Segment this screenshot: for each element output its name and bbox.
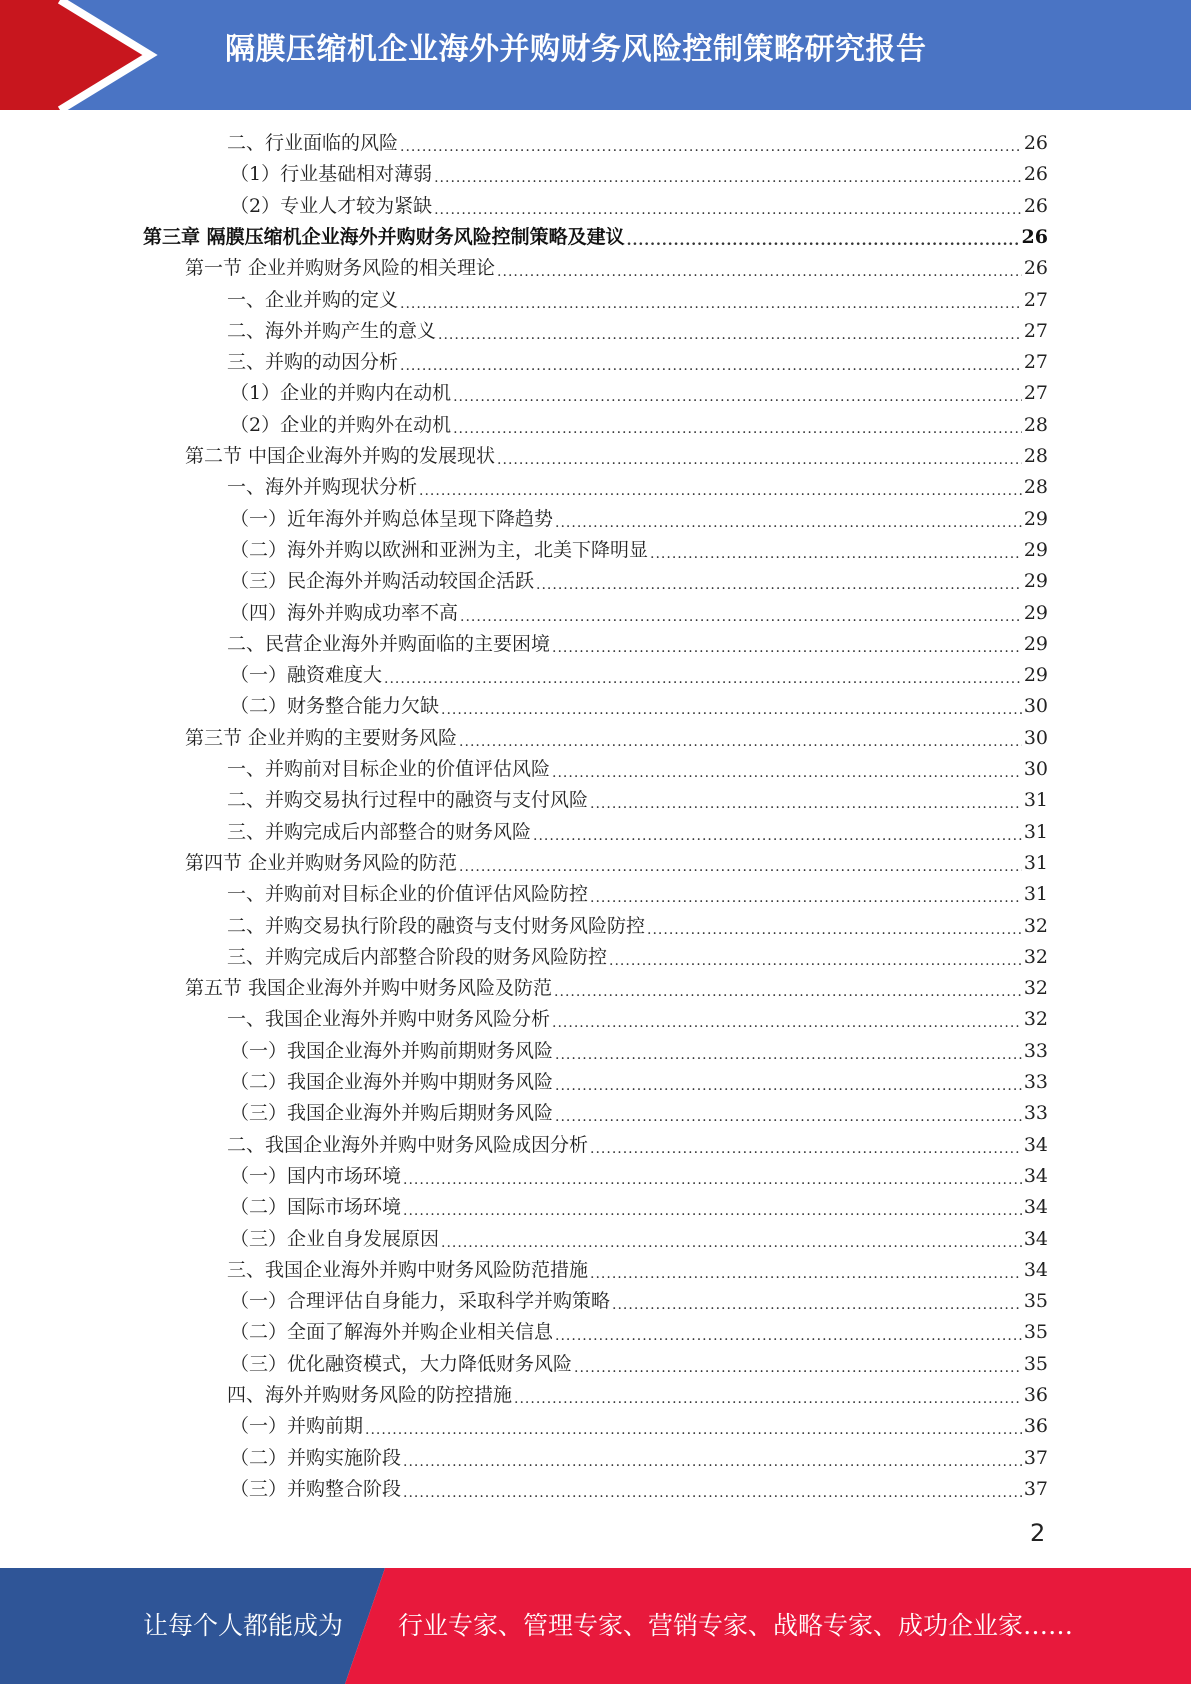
toc-leader-dots [555, 511, 1022, 535]
toc-leader-dots [438, 323, 1022, 347]
toc-leader-dots [400, 292, 1022, 316]
toc-entry-page: 29 [1023, 602, 1048, 624]
toc-entry-label: （三）优化融资模式，大力降低财务风险 [230, 1353, 573, 1375]
toc-entry-page: 26 [1023, 163, 1048, 185]
toc-entry-label: 三、我国企业海外并购中财务风险防范措施 [227, 1259, 589, 1281]
toc-entry-label: （四）海外并购成功率不高 [230, 602, 459, 624]
toc-entry-label: （二）全面了解海外并购企业相关信息 [230, 1321, 554, 1343]
toc-leader-dots [552, 636, 1022, 660]
toc-section-entry[interactable] [185, 723, 1048, 754]
toc-entry-page: 33 [1023, 1102, 1048, 1124]
toc-leader-dots [555, 1043, 1022, 1067]
toc-leader-dots [434, 198, 1022, 222]
toc-entry-label: 二、并购交易执行阶段的融资与支付财务风险防控 [227, 915, 646, 937]
toc-entry-page: 33 [1023, 1071, 1048, 1093]
toc-entry-label: 三、并购的动因分析 [227, 351, 399, 373]
page-number: 2 [1030, 1519, 1046, 1547]
toc-leader-dots [441, 698, 1022, 722]
toc-entry-label: 一、海外并购现状分析 [227, 476, 418, 498]
toc-entry-page: 27 [1023, 382, 1048, 404]
toc-section-entry[interactable] [185, 848, 1048, 879]
toc-entry[interactable] [227, 879, 1048, 910]
toc-entry-label: （一）我国企业海外并购前期财务风险 [230, 1040, 554, 1062]
toc-entry-label: （一）国内市场环境 [230, 1165, 402, 1187]
toc-leader-dots [650, 542, 1022, 566]
toc-entry[interactable] [230, 1474, 1048, 1505]
toc-entry-page: 31 [1023, 852, 1048, 874]
toc-entry-label: 二、海外并购产生的意义 [227, 320, 437, 342]
toc-entry[interactable] [230, 1224, 1048, 1255]
toc-entry-label: （二）我国企业海外并购中期财务风险 [230, 1071, 554, 1093]
toc-entry-page: 35 [1023, 1353, 1048, 1375]
toc-entry-page: 26 [1023, 257, 1048, 279]
toc-entry-page: 32 [1023, 946, 1048, 968]
toc-leader-dots [403, 1168, 1022, 1192]
toc-entry[interactable] [227, 347, 1048, 378]
toc-entry-label: （二）并购实施阶段 [230, 1447, 402, 1469]
toc-entry-label: （一）融资难度大 [230, 664, 383, 686]
toc-entry-label: （1）行业基础相对薄弱 [230, 163, 433, 185]
toc-entry[interactable] [227, 785, 1048, 816]
toc-entry-label: 第三节 企业并购的主要财务风险 [185, 727, 458, 749]
toc-entry-label: （1）企业的并购内在动机 [230, 382, 452, 404]
toc-entry-label: （一）近年海外并购总体呈现下降趋势 [230, 508, 554, 530]
toc-entry-label: （三）民企海外并购活动较国企活跃 [230, 570, 535, 592]
toc-entry-page: 29 [1023, 664, 1048, 686]
toc-entry-page: 26 [1023, 132, 1048, 154]
toc-entry[interactable] [227, 942, 1048, 973]
footer-slogan-left: 让每个人都能成为 [143, 1611, 344, 1640]
toc-entry[interactable] [230, 1411, 1048, 1442]
toc-entry-label: （一）合理评估自身能力，采取科学并购策略 [230, 1290, 611, 1312]
toc-entry-page: 34 [1023, 1165, 1048, 1187]
toc-entry[interactable] [230, 1098, 1048, 1129]
document-title: 隔膜压缩机企业海外并购财务风险控制策略研究报告 [225, 32, 927, 67]
toc-leader-dots [590, 1262, 1022, 1286]
toc-entry-label: 二、行业面临的风险 [227, 132, 399, 154]
toc-entry[interactable] [230, 191, 1048, 222]
toc-entry[interactable] [230, 660, 1048, 691]
toc-entry-label: 三、并购完成后内部整合阶段的财务风险防控 [227, 946, 608, 968]
toc-entry[interactable] [230, 691, 1048, 722]
toc-entry-page: 27 [1023, 320, 1048, 342]
toc-entry-label: （2）专业人才较为紧缺 [230, 195, 433, 217]
toc-entry-page: 37 [1023, 1478, 1048, 1500]
toc-section-entry[interactable] [185, 441, 1048, 472]
toc-entry-label: 二、我国企业海外并购中财务风险成因分析 [227, 1134, 589, 1156]
toc-entry-page: 27 [1023, 289, 1048, 311]
toc-entry[interactable] [227, 754, 1048, 785]
toc-entry-page: 36 [1023, 1415, 1048, 1437]
toc-entry-page: 32 [1023, 977, 1048, 999]
toc-leader-dots [403, 1199, 1022, 1223]
toc-entry[interactable] [227, 911, 1048, 942]
toc-entry[interactable] [230, 504, 1048, 535]
toc-entry-page: 28 [1023, 445, 1048, 467]
toc-entry-label: 第二节 中国企业海外并购的发展现状 [185, 445, 496, 467]
toc-entry-label: （三）企业自身发展原因 [230, 1228, 440, 1250]
toc-leader-dots [497, 260, 1022, 284]
toc-leader-dots [497, 448, 1022, 472]
page-footer [0, 1568, 1191, 1684]
toc-leader-dots [590, 886, 1022, 910]
toc-leader-dots [460, 605, 1022, 629]
toc-entry[interactable] [227, 1004, 1048, 1035]
toc-entry-page: 29 [1023, 539, 1048, 561]
toc-entry-label: 一、我国企业海外并购中财务风险分析 [227, 1008, 551, 1030]
toc-chapter-entry[interactable] [143, 222, 1048, 253]
toc-entry-label: 一、并购前对目标企业的价值评估风险 [227, 758, 551, 780]
toc-entry-label: （二）海外并购以欧洲和亚洲为主，北美下降明显 [230, 539, 649, 561]
toc-entry-label: 一、并购前对目标企业的价值评估风险防控 [227, 883, 589, 905]
toc-entry[interactable] [230, 1349, 1048, 1380]
toc-leader-dots [533, 824, 1022, 848]
toc-entry[interactable] [227, 629, 1048, 660]
toc-leader-dots [536, 573, 1022, 597]
toc-entry-page: 28 [1023, 414, 1048, 436]
toc-leader-dots [453, 417, 1022, 441]
toc-leader-dots [459, 855, 1022, 879]
toc-leader-dots [552, 761, 1022, 785]
footer-slogan-right: 行业专家、管理专家、营销专家、战略专家、成功企业家…… [398, 1611, 1074, 1640]
toc-entry-page: 27 [1023, 351, 1048, 373]
toc-entry-label: 第四节 企业并购财务风险的防范 [185, 852, 458, 874]
toc-leader-dots [554, 980, 1022, 1004]
toc-leader-dots [400, 354, 1022, 378]
toc-entry[interactable] [230, 159, 1048, 190]
toc-entry-page: 26 [1023, 195, 1048, 217]
toc-entry-label: 第三章 隔膜压缩机企业海外并购财务风险控制策略及建议 [143, 226, 625, 248]
toc-entry-page: 34 [1023, 1259, 1048, 1281]
toc-leader-dots [627, 229, 1020, 253]
toc-leader-dots [574, 1356, 1022, 1380]
toc-entry-page: 28 [1023, 476, 1048, 498]
toc-entry-page: 30 [1023, 695, 1048, 717]
page-header [0, 0, 1191, 110]
toc-entry[interactable] [230, 378, 1048, 409]
toc-entry-page: 29 [1023, 570, 1048, 592]
toc-entry-label: 第一节 企业并购财务风险的相关理论 [185, 257, 496, 279]
toc-leader-dots [555, 1074, 1022, 1098]
toc-entry-label: （2）企业的并购外在动机 [230, 414, 452, 436]
toc-entry-page: 33 [1023, 1040, 1048, 1062]
toc-entry[interactable] [230, 1036, 1048, 1067]
toc-entry[interactable] [230, 1443, 1048, 1474]
toc-entry[interactable] [230, 535, 1048, 566]
toc-leader-dots [590, 1137, 1022, 1161]
toc-entry-page: 32 [1023, 915, 1048, 937]
toc-entry-page: 29 [1023, 508, 1048, 530]
toc-section-entry[interactable] [185, 973, 1048, 1004]
toc-leader-dots [453, 385, 1022, 409]
toc-entry-page: 30 [1023, 727, 1048, 749]
toc-entry-label: （三）我国企业海外并购后期财务风险 [230, 1102, 554, 1124]
toc-entry[interactable] [227, 1255, 1048, 1286]
toc-entry[interactable] [230, 410, 1048, 441]
toc-leader-dots [400, 135, 1022, 159]
toc-entry[interactable] [230, 598, 1048, 629]
toc-entry-label: （一）并购前期 [230, 1415, 364, 1437]
toc-entry[interactable] [230, 1317, 1048, 1348]
toc-entry[interactable] [227, 128, 1048, 159]
toc-leader-dots [552, 1011, 1022, 1035]
toc-leader-dots [555, 1105, 1022, 1129]
toc-leader-dots [612, 1293, 1022, 1317]
toc-leader-dots [647, 918, 1022, 942]
toc-entry[interactable] [227, 1130, 1048, 1161]
toc-entry-label: 一、企业并购的定义 [227, 289, 399, 311]
toc-entry-page: 35 [1023, 1290, 1048, 1312]
toc-entry[interactable] [230, 1286, 1048, 1317]
toc-entry-label: 四、海外并购财务风险的防控措施 [227, 1384, 513, 1406]
toc-entry[interactable] [230, 566, 1048, 597]
toc-entry-label: 三、并购完成后内部整合的财务风险 [227, 821, 532, 843]
toc-leader-dots [365, 1418, 1022, 1442]
toc-entry[interactable] [227, 285, 1048, 316]
toc-leader-dots [609, 949, 1022, 973]
toc-entry-label: （三）并购整合阶段 [230, 1478, 402, 1500]
toc-entry[interactable] [230, 1067, 1048, 1098]
toc-entry-page: 30 [1023, 758, 1048, 780]
toc-entry-page: 34 [1023, 1134, 1048, 1156]
toc-entry[interactable] [227, 817, 1048, 848]
toc-leader-dots [441, 1231, 1022, 1255]
toc-entry-page: 32 [1023, 1008, 1048, 1030]
toc-entry-page: 34 [1023, 1228, 1048, 1250]
toc-leader-dots [384, 667, 1022, 691]
toc-leader-dots [434, 166, 1022, 190]
toc-entry-label: 第五节 我国企业海外并购中财务风险及防范 [185, 977, 553, 999]
toc-entry-label: （二）财务整合能力欠缺 [230, 695, 440, 717]
toc-leader-dots [403, 1481, 1022, 1505]
toc-entry-label: 二、并购交易执行过程中的融资与支付风险 [227, 789, 589, 811]
toc-entry-label: 二、民营企业海外并购面临的主要困境 [227, 633, 551, 655]
toc-entry-page: 34 [1023, 1196, 1048, 1218]
toc-entry-page: 36 [1023, 1384, 1048, 1406]
toc-entry-page: 31 [1023, 789, 1048, 811]
toc-entry[interactable] [230, 1161, 1048, 1192]
toc-entry-page: 26 [1021, 226, 1048, 248]
toc-entry-page: 35 [1023, 1321, 1048, 1343]
toc-entry[interactable] [230, 1192, 1048, 1223]
toc-entry[interactable] [227, 1380, 1048, 1411]
toc-leader-dots [403, 1450, 1022, 1474]
toc-entry-page: 31 [1023, 821, 1048, 843]
toc-entry-page: 31 [1023, 883, 1048, 905]
toc-section-entry[interactable] [185, 253, 1048, 284]
toc-entry-page: 29 [1023, 633, 1048, 655]
toc-leader-dots [514, 1387, 1022, 1411]
toc-leader-dots [419, 479, 1022, 503]
toc-entry-label: （二）国际市场环境 [230, 1196, 402, 1218]
toc-leader-dots [459, 730, 1022, 754]
toc-entry[interactable] [227, 472, 1048, 503]
toc-entry[interactable] [227, 316, 1048, 347]
toc-leader-dots [555, 1324, 1022, 1348]
toc-entry-page: 37 [1023, 1447, 1048, 1469]
toc-leader-dots [590, 792, 1022, 816]
